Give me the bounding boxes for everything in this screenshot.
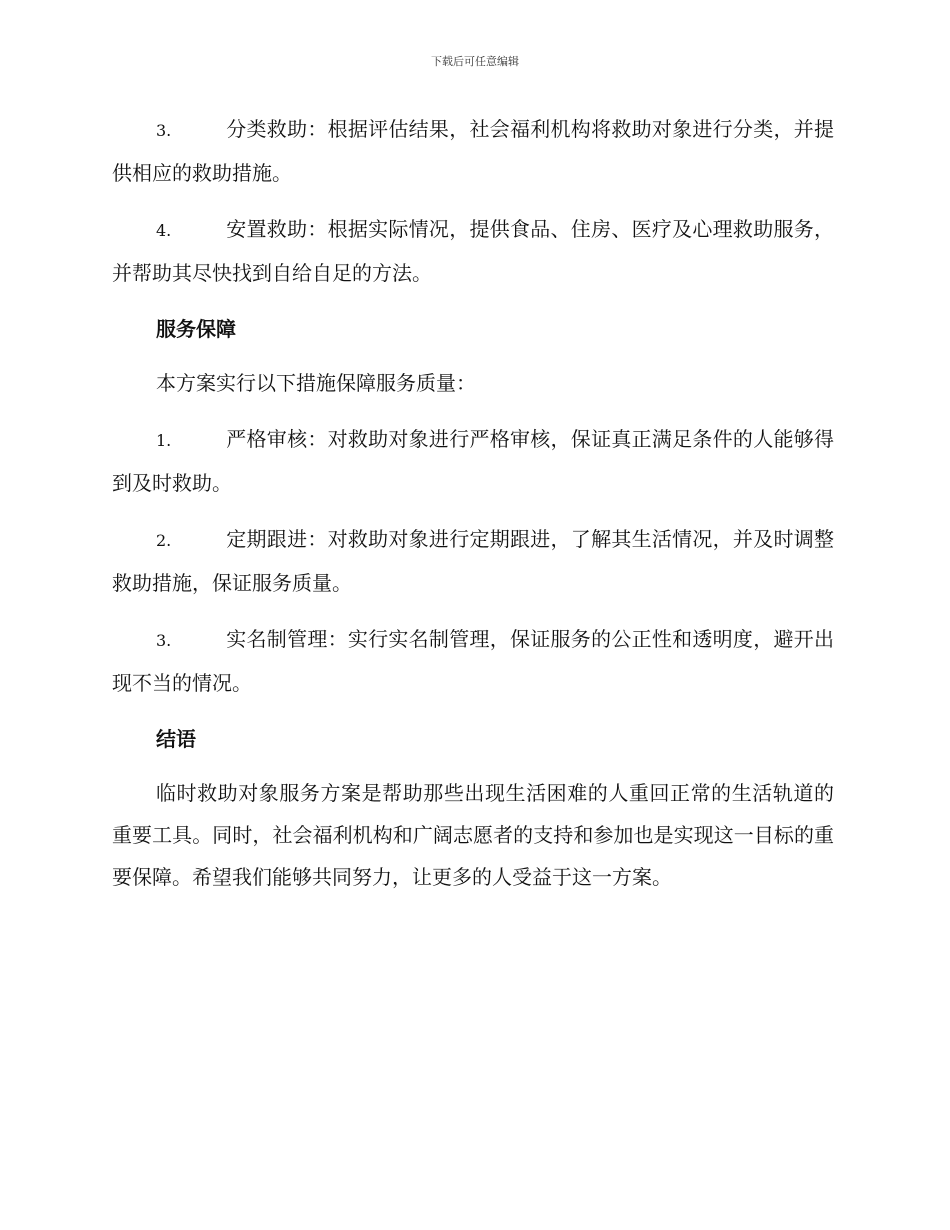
header-note: 下载后可任意编辑	[431, 55, 519, 68]
list-item-number: 4.	[156, 221, 172, 240]
section-heading-guarantee: 服务保障	[156, 317, 236, 341]
list-item-text: 严格审核：对救助对象进行严格审核，保证真正满足条件的人能够得到及时救助。	[112, 427, 834, 495]
list-item	[112, 518, 834, 604]
list-item-number: 3.	[156, 121, 172, 140]
list-item	[112, 108, 834, 194]
document-content	[112, 108, 834, 912]
list-item-number: 3.	[156, 631, 172, 650]
list-item-number: 2.	[156, 531, 172, 550]
list-item-text: 定期跟进：对救助对象进行定期跟进，了解其生活情况，并及时调整救助措施，保证服务质量。	[112, 527, 834, 595]
list-item-text: 实名制管理：实行实名制管理，保证服务的公正性和透明度，避开出现不当的情况。	[112, 627, 834, 695]
list-item	[112, 618, 834, 704]
section-intro: 本方案实行以下措施保障服务质量：	[156, 371, 476, 395]
list-item-text: 分类救助：根据评估结果，社会福利机构将救助对象进行分类，并提供相应的救助措施。	[112, 117, 834, 185]
section-heading-conclusion: 结语	[156, 727, 196, 751]
list-item	[112, 418, 834, 504]
list-item-number: 1.	[156, 431, 172, 450]
conclusion-body: 临时救助对象服务方案是帮助那些出现生活困难的人重回正常的生活轨道的重要工具。同时，社会福利机构和广阔志愿者的支持和参加也是实现这一目标的重要保障。希望我们能够共同努力，让更多的人受益于这一方案。	[112, 781, 834, 889]
list-item	[112, 208, 834, 294]
list-item-text: 安置救助：根据实际情况，提供食品、住房、医疗及心理救助服务，并帮助其尽快找到自给自足的方法。	[112, 217, 834, 285]
